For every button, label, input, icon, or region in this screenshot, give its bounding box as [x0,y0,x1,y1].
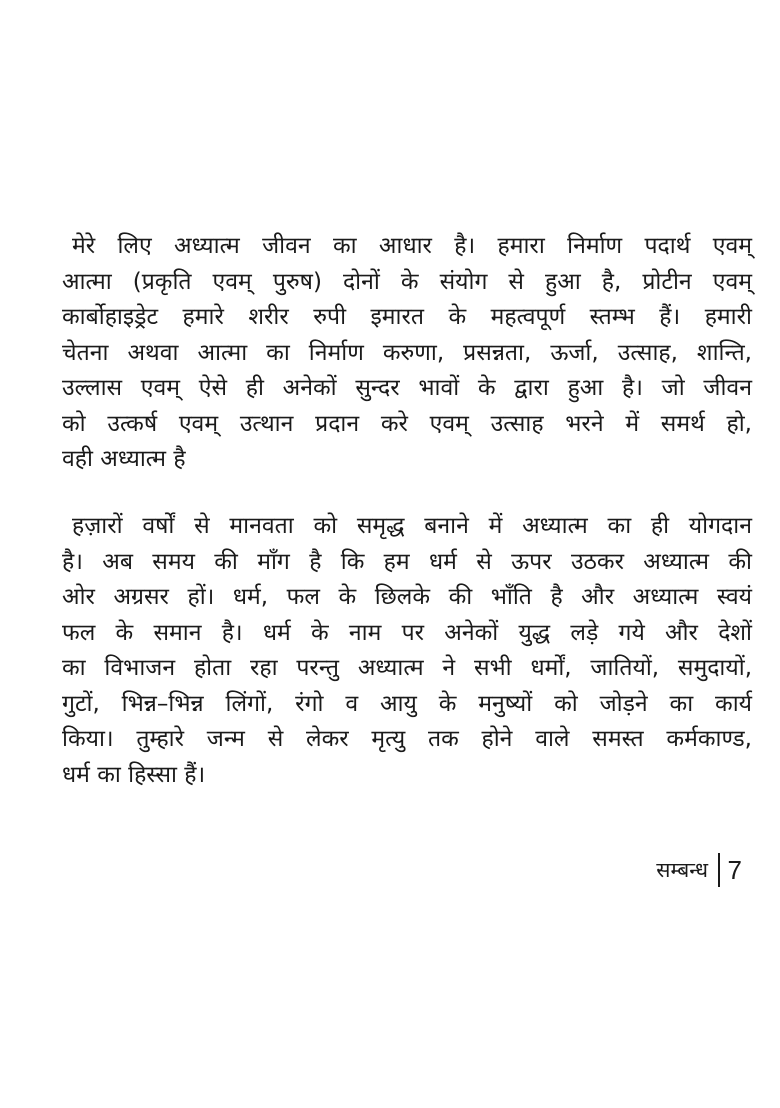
paragraph-line: ओर अग्रसर हों। धर्म, फल के छिलके की भाँति है और अध्यात्म स्वयं [62,584,752,610]
paragraph-line: चेतना अथवा आत्मा का निर्माण करुणा, प्रसन्नता, ऊर्जा, उत्साह, शान्ति, [62,339,752,366]
paragraph-1 [62,229,752,478]
paragraph-line: है। अब समय की माँग है कि हम धर्म से ऊपर उठकर अध्यात्म की [62,548,752,575]
paragraph-line: आत्मा (प्रकृति एवम् पुरुष) दोनों के संयोग से हुआ है, प्रोटीन एवम् [62,268,752,295]
paragraph-line: गुटों, भिन्न–भिन्न लिंगों, रंगो व आयु के मनुष्यों को जोड़ने का कार्य [62,690,752,717]
paragraph-line: वही अध्यात्म है [62,446,186,472]
page-number: 7 [727,854,742,885]
paragraph-line: को उत्कर्ष एवम् उत्थान प्रदान करे एवम् उत्साह भरने में समर्थ हो, [62,410,752,437]
paragraph-line: कार्बोहाइड्रेट हमारे शरीर रुपी इमारत के महत्वपूर्ण स्तम्भ हैं। हमारी [62,304,752,330]
paragraph-line: मेरे लिए अध्यात्म जीवन का आधार है। हमारा निर्माण पदार्थ एवम् [72,233,752,259]
paragraph-2 [62,509,752,793]
paragraph-line: फल के समान है। धर्म के नाम पर अनेकों युद्ध लड़े गये और देशों [62,619,752,646]
paragraph-line: किया। तुम्हारे जन्म से लेकर मृत्यु तक होने वाले समस्त कर्मकाण्ड, [62,726,752,752]
paragraph-line: धर्म का हिस्सा हैं। [62,761,206,788]
running-title: सम्बन्ध [656,858,709,882]
paragraph-line: हज़ारों वर्षों से मानवता को समृद्ध बनाने में अध्यात्म का ही योगदान [72,513,752,539]
paragraph-line: उल्लास एवम् ऐसे ही अनेकों सुन्दर भावों के द्वारा हुआ है। जो जीवन [62,375,752,401]
page-footer [656,850,742,890]
paragraph-line: का विभाजन होता रहा परन्तु अध्यात्म ने सभी धर्मों, जातियों, समुदायों, [62,655,752,681]
